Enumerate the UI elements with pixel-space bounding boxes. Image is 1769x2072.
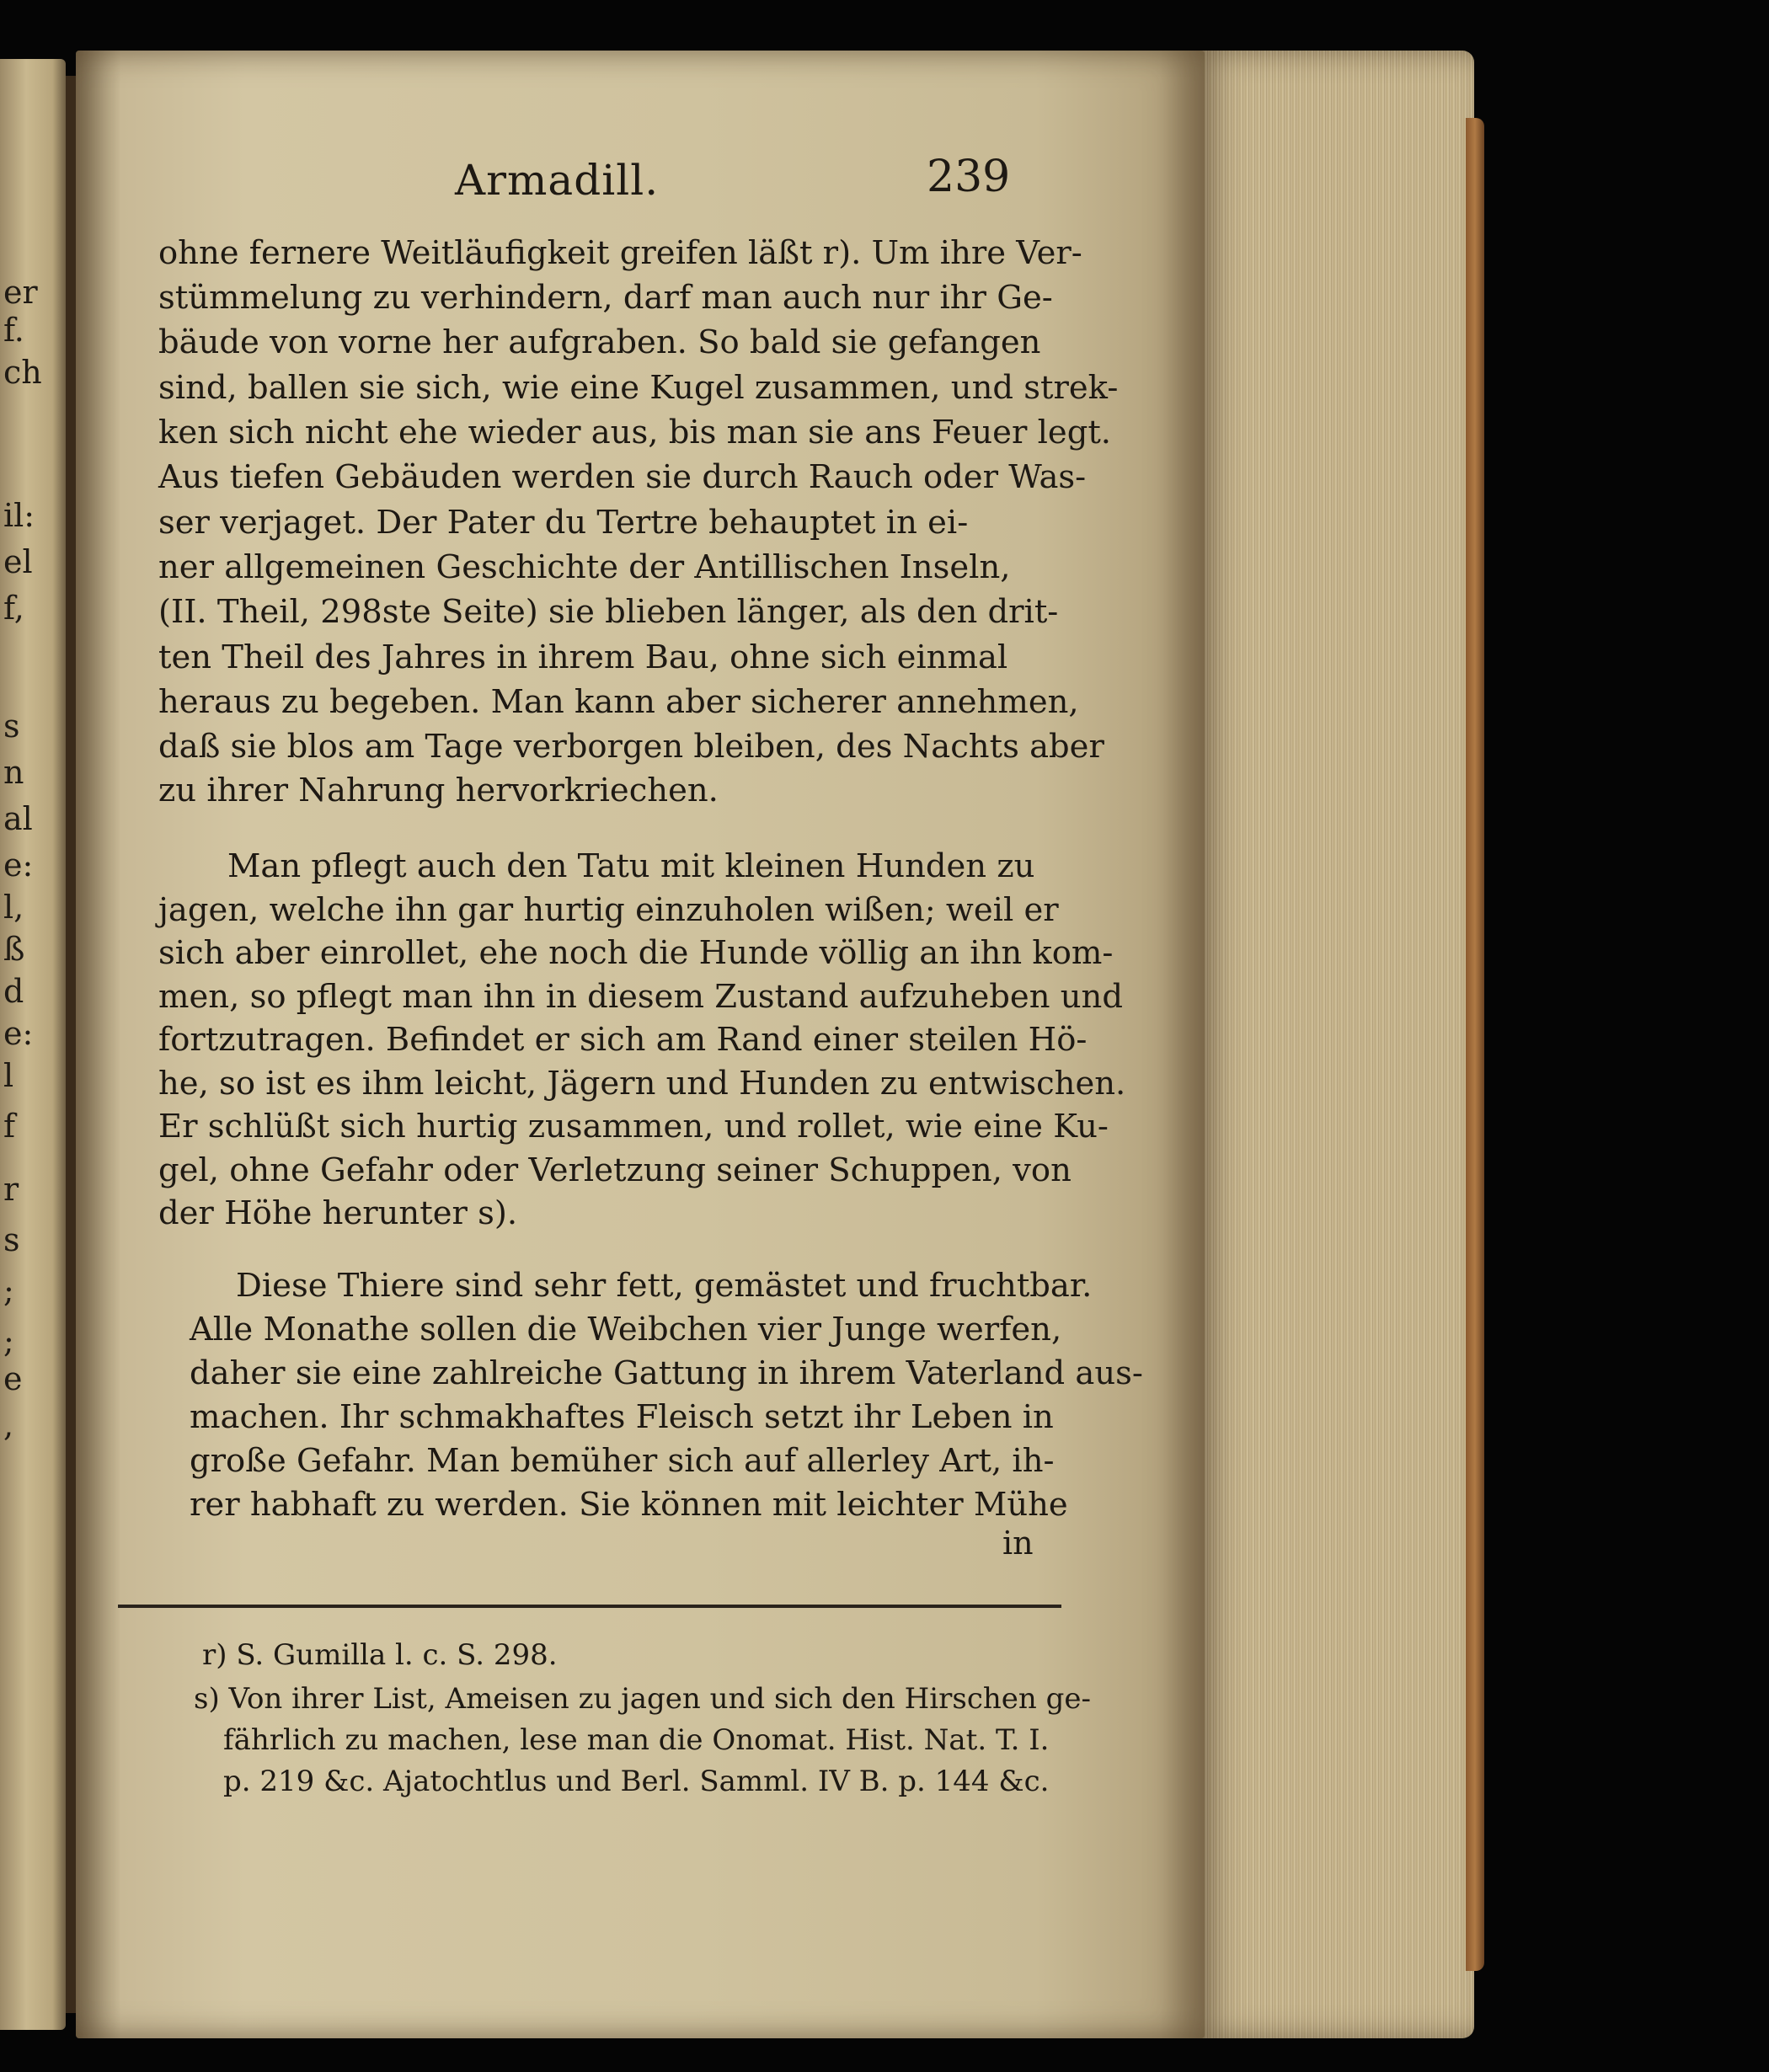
text-line: zu ihrer Nahrung hervorkriechen.	[158, 772, 719, 809]
left-page-fragment: l	[3, 1057, 14, 1094]
left-page-fragment: ;	[3, 1272, 14, 1309]
page-edges	[1196, 51, 1474, 2038]
left-page-fragment: ch	[3, 354, 42, 391]
footnote-r: r) S. Gumilla l. c. S. 298.	[202, 1638, 558, 1672]
text-line: men, so pflegt man ihn in diesem Zustand aufzuheben und	[158, 978, 1123, 1016]
left-page-edge	[0, 59, 66, 2030]
text-line: große Gefahr. Man bemüher sich auf allerley Art, ih-	[190, 1442, 1055, 1480]
text-line: daß sie blos am Tage verborgen bleiben, des Nachts aber	[158, 728, 1104, 766]
left-page-fragment: f	[3, 1108, 16, 1145]
text-line: bäude von vorne her aufgraben. So bald sie gefangen	[158, 323, 1041, 361]
text-line: (II. Theil, 298ste Seite) sie blieben länger, als den drit-	[158, 593, 1059, 631]
left-page-fragment: f,	[3, 590, 24, 627]
text-line: jagen, welche ihn gar hurtig einzuholen wißen; weil er	[158, 891, 1059, 929]
text-line: rer habhaft zu werden. Sie können mit leichter Mühe	[190, 1486, 1068, 1524]
text-line: Diese Thiere sind sehr fett, gemästet und fruchtbar.	[236, 1267, 1093, 1305]
text-line: ken sich nicht ehe wieder aus, bis man sie ans Feuer legt.	[158, 414, 1112, 451]
left-page-fragment: s	[3, 1221, 20, 1258]
text-line: der Höhe herunter s).	[158, 1194, 518, 1232]
left-page-fragment: e:	[3, 1015, 34, 1052]
text-line: machen. Ihr schmakhaftes Fleisch setzt ihr Leben in	[190, 1398, 1054, 1436]
text-line: Aus tiefen Gebäuden werden sie durch Rauch oder Was-	[158, 458, 1087, 496]
text-line: heraus zu begeben. Man kann aber sicherer annehmen,	[158, 683, 1079, 721]
left-page-fragment: al	[3, 800, 33, 837]
text-line: he, so ist es ihm leicht, Jägern und Hunden zu entwischen.	[158, 1065, 1126, 1103]
book-spine-gutter	[66, 76, 76, 2013]
left-page-fragment: l,	[3, 889, 24, 926]
left-page-fragment: r	[3, 1171, 19, 1208]
left-page-fragment: d	[3, 973, 24, 1010]
left-page-fragment: er	[3, 274, 38, 311]
text-line: ner allgemeinen Geschichte der Antillischen Inseln,	[158, 548, 1011, 586]
text-line: ser verjaget. Der Pater du Tertre behauptet in ei-	[158, 504, 969, 542]
left-page-fragment: ,	[3, 1407, 14, 1444]
text-line: stümmelung zu verhindern, darf man auch nur ihr Ge-	[158, 279, 1053, 317]
left-page-fragment: f.	[3, 312, 24, 349]
left-page-fragment: n	[3, 754, 24, 791]
text-line: sind, ballen sie sich, wie eine Kugel zusammen, und strek-	[158, 369, 1119, 407]
footnote-s: s) Von ihrer List, Ameisen zu jagen und sich den Hirschen ge-	[194, 1682, 1091, 1716]
catchword: in	[1002, 1525, 1034, 1562]
text-line: ten Theil des Jahres in ihrem Bau, ohne sich einmal	[158, 638, 1008, 676]
book-cover-edge	[1466, 118, 1484, 1971]
left-page-fragment: ß	[3, 931, 25, 968]
running-title: Armadill.	[455, 156, 660, 205]
footnote-divider	[118, 1605, 1061, 1608]
text-line: fortzutragen. Befindet er sich am Rand einer steilen Hö-	[158, 1021, 1088, 1059]
left-page-fragment: il:	[3, 497, 35, 534]
footnote-s-continued: p. 219 &c. Ajatochtlus und Berl. Samml. IV B. p. 144 &c.	[223, 1765, 1050, 1798]
footnote-s-continued: fährlich zu machen, lese man die Onomat. Hist. Nat. T. I.	[223, 1723, 1050, 1757]
left-page-fragment: e	[3, 1360, 23, 1397]
text-line: sich aber einrollet, ehe noch die Hunde völlig an ihn kom-	[158, 934, 1114, 972]
text-line: Man pflegt auch den Tatu mit kleinen Hunden zu	[227, 847, 1035, 885]
left-page-fragment: el	[3, 543, 33, 580]
page-number: 239	[927, 152, 1011, 202]
left-page-fragment: s	[3, 708, 20, 745]
left-page-fragment: ;	[3, 1322, 14, 1359]
left-page-fragment: e:	[3, 846, 34, 884]
text-line: Er schlüßt sich hurtig zusammen, und rollet, wie eine Ku-	[158, 1108, 1109, 1145]
text-line: Alle Monathe sollen die Weibchen vier Junge werfen,	[190, 1311, 1062, 1348]
text-line: ohne fernere Weitläufigkeit greifen läßt r). Um ihre Ver-	[158, 234, 1082, 272]
text-line: daher sie eine zahlreiche Gattung in ihrem Vaterland aus-	[190, 1354, 1143, 1392]
text-line: gel, ohne Gefahr oder Verletzung seiner Schuppen, von	[158, 1151, 1072, 1189]
